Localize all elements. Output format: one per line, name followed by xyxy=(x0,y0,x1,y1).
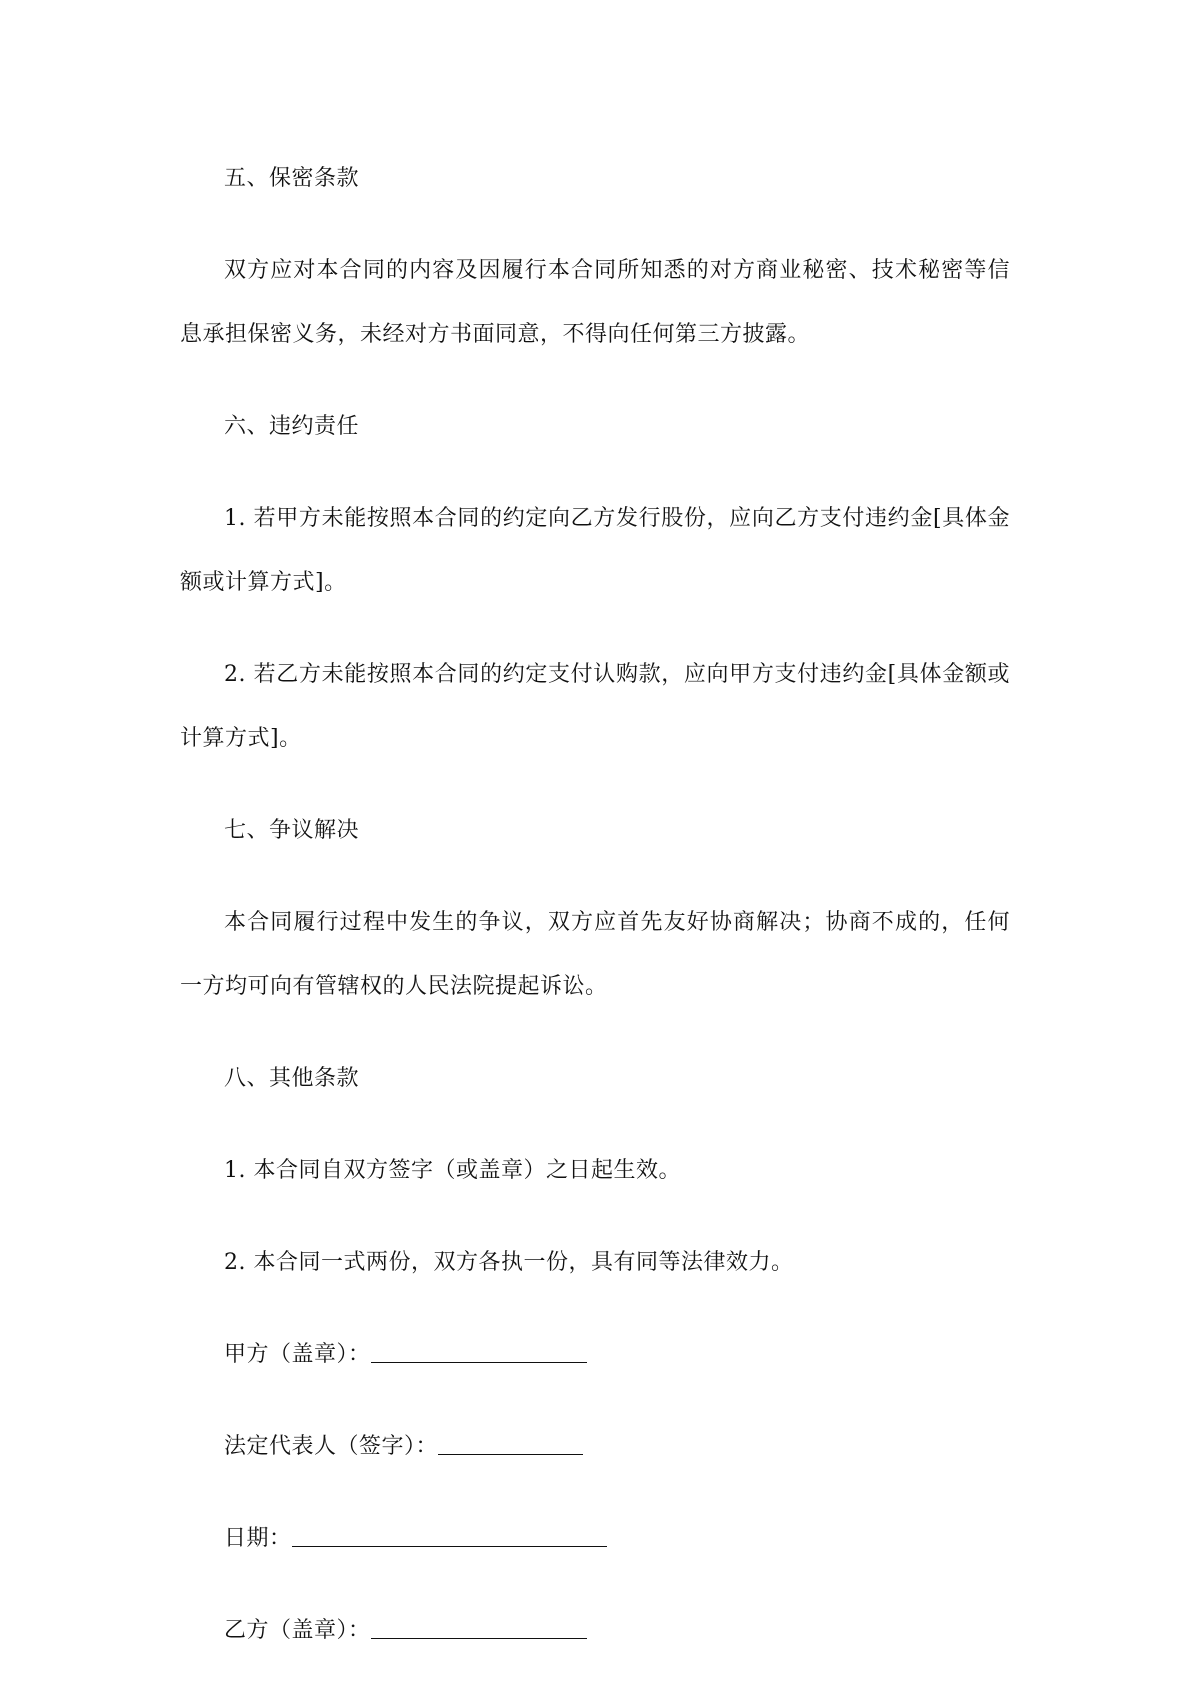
section-liability xyxy=(180,395,1010,459)
section-heading: 六、违约责任 xyxy=(224,414,360,439)
party-b-seal-line[interactable] xyxy=(371,1612,587,1639)
section-dispute xyxy=(180,799,1010,863)
legal-rep-sign-row xyxy=(180,1415,1010,1479)
legal-rep-sign-line[interactable] xyxy=(438,1428,583,1455)
liability-item-2 xyxy=(180,643,1010,771)
paragraph-text: 2. 若乙方未能按照本合同的约定支付认购款，应向甲方支付违约金[具体金额或计算方式]。 xyxy=(180,662,1010,751)
other-item-1 xyxy=(180,1139,1010,1203)
party-a-seal-label: 甲方（盖章）： xyxy=(224,1342,371,1367)
paragraph-text: 双方应对本合同的内容及因履行本合同所知悉的对方商业秘密、技术秘密等信息承担保密义务，未经对方书面同意，不得向任何第三方披露。 xyxy=(180,258,1010,347)
paragraph-text: 1. 本合同自双方签字（或盖章）之日起生效。 xyxy=(224,1158,681,1183)
section-heading: 五、保密条款 xyxy=(224,166,360,191)
legal-rep-sign-label: 法定代表人（签字）： xyxy=(224,1434,439,1459)
section-heading: 七、争议解决 xyxy=(224,818,360,843)
party-b-seal-row xyxy=(180,1599,1010,1663)
paragraph-text: 2. 本合同一式两份，双方各执一份，具有同等法律效力。 xyxy=(224,1250,794,1275)
party-a-seal-line[interactable] xyxy=(371,1336,587,1363)
party-a-seal-row xyxy=(180,1323,1010,1387)
party-b-seal-label: 乙方（盖章）： xyxy=(224,1618,371,1643)
paragraph-text: 本合同履行过程中发生的争议，双方应首先友好协商解决；协商不成的，任何一方均可向有管辖权的人民法院提起诉讼。 xyxy=(180,910,1010,999)
date-line[interactable] xyxy=(292,1520,607,1547)
confidentiality-paragraph xyxy=(180,239,1010,367)
paragraph-text: 1. 若甲方未能按照本合同的约定向乙方发行股份，应向乙方支付违约金[具体金额或计算方式]。 xyxy=(180,506,1010,595)
liability-item-1 xyxy=(180,487,1010,615)
section-other xyxy=(180,1047,1010,1111)
section-heading: 八、其他条款 xyxy=(224,1066,360,1091)
date-label: 日期： xyxy=(224,1526,292,1551)
dispute-paragraph xyxy=(180,891,1010,1019)
other-item-2 xyxy=(180,1231,1010,1295)
contract-body xyxy=(180,147,1010,1691)
date-row xyxy=(180,1507,1010,1571)
section-confidentiality xyxy=(180,147,1010,211)
